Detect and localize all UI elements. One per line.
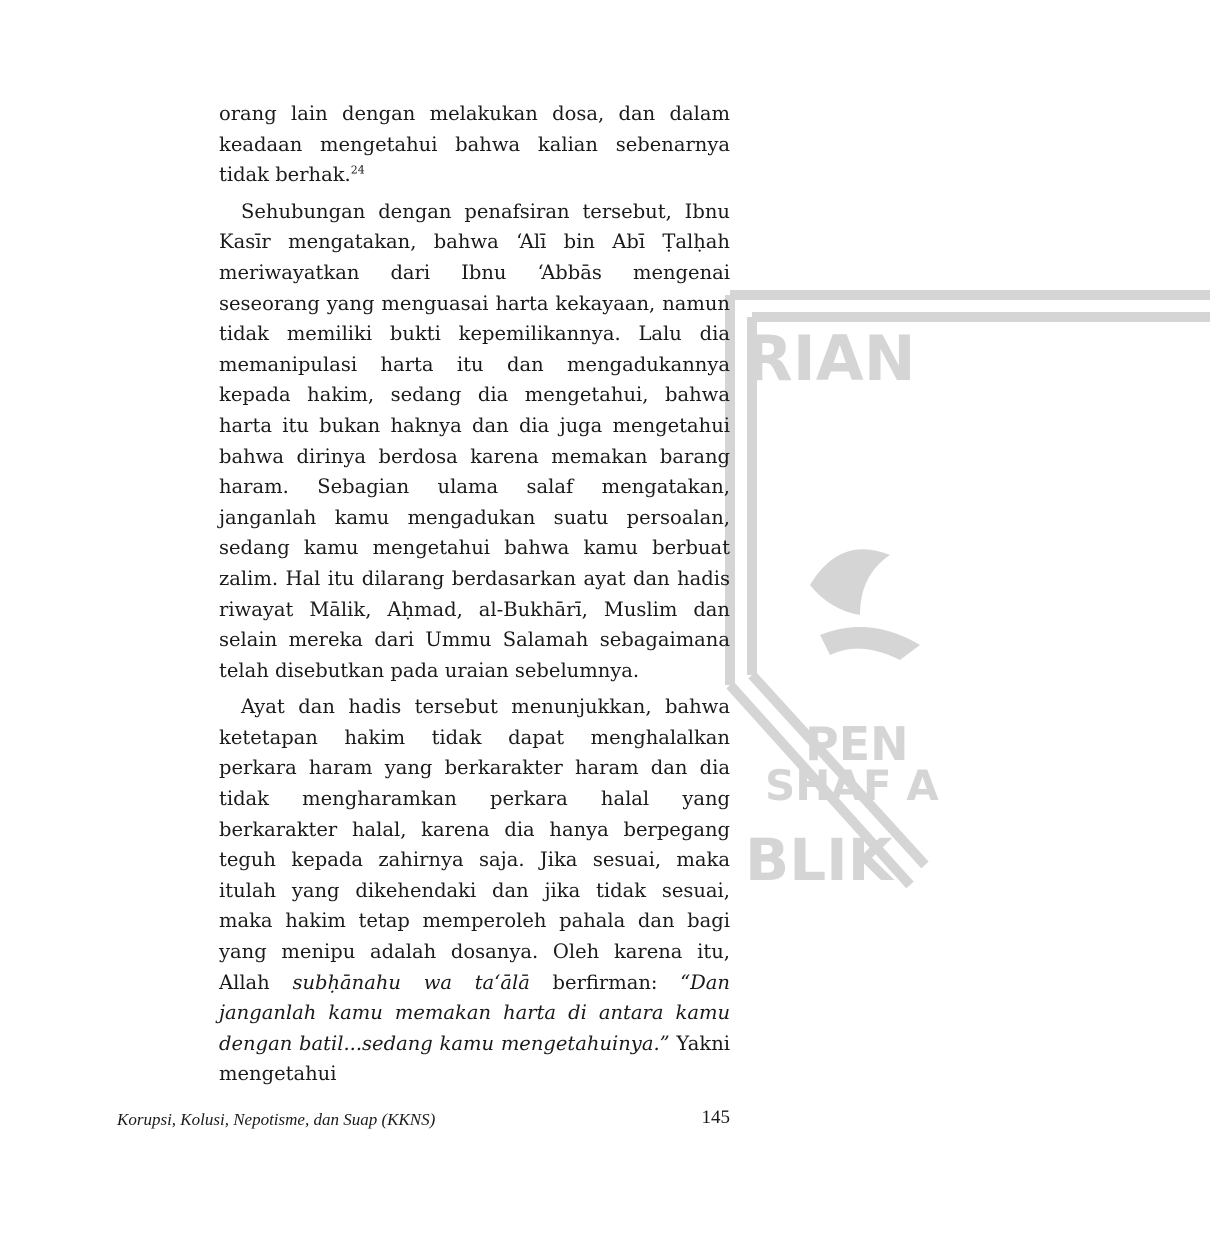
seal-letters-blik: BLIK — [745, 826, 893, 894]
seal-letters-rian: RIAN — [745, 322, 916, 395]
page-number: 145 — [701, 1107, 730, 1128]
seal-letters-pen: PEN — [805, 717, 909, 771]
paragraph-3-text-c: Yakni mengetahui — [219, 1031, 731, 1086]
body-text — [219, 99, 730, 1096]
paragraph-3-italic-a: subḥānahu wa ta‘ālā — [292, 970, 530, 994]
institution-seal-icon — [690, 255, 1210, 905]
footnote-marker[interactable]: 24 — [350, 163, 365, 177]
paragraph-3-text-a: Ayat dan hadis tersebut menunjukkan, bahwa ketetapan hakim tidak dapat menghalalkan perkara haram yang berkarakter haram dan dia tidak mengharamkan perkara halal yang berkarakter halal, karena dia hanya berpegang teguh kepada zahirnya saja. Jika sesuai, maka itulah yang dikehendaki dan jika tidak sesuai, maka hakim tetap memperoleh pahala dan bagi yang menipu adalah dosanya. Oleh karena itu, Allah — [219, 695, 730, 994]
paragraph-2: Sehubungan dengan penafsiran tersebut, Ibnu Kasīr mengatakan, bahwa ‘Alī bin Abī Ṭalḥah meriwayatkan dari Ibnu ‘Abbās mengenai seseorang yang menguasai harta kekayaan, namun tidak memiliki bukti kepemilikannya. Lalu dia memanipulasi harta itu dan mengadukannya kepada hakim, sedang dia mengetahui, bahwa harta itu bukan haknya dan dia juga mengetahui bahwa dirinya berdosa karena memakan barang haram. Sebagian ulama salaf mengatakan, janganlah kamu mengadukan suatu persoalan, sedang kamu mengetahui bahwa kamu berbuat zalim. Hal itu dilarang berdasarkan ayat dan hadis riwayat Mālik, Aḥmad, al-Bukhārī, Muslim dan selain mereka dari Ummu Salamah sebagaimana telah disebutkan pada uraian sebelumnya. — [219, 199, 730, 682]
paragraph-3 — [219, 692, 730, 1090]
running-footer-title: Korupsi, Kolusi, Nepotisme, dan Suap (KKNS) — [117, 1110, 436, 1129]
seal-letters-shaf: SHAF A — [765, 761, 939, 810]
paragraph-3-quote: “Dan janganlah kamu memakan harta di antara kamu dengan batil...sedang kamu mengetahuinya.” — [219, 970, 730, 1055]
paragraph-3-text-b: berfirman: — [529, 970, 681, 994]
paragraph-1-text: orang lain dengan melakukan dosa, dan dalam keadaan mengetahui bahwa kalian sebenarnya tidak berhak. — [219, 102, 730, 187]
page-footer — [117, 1107, 730, 1133]
paragraph-1 — [219, 99, 730, 191]
